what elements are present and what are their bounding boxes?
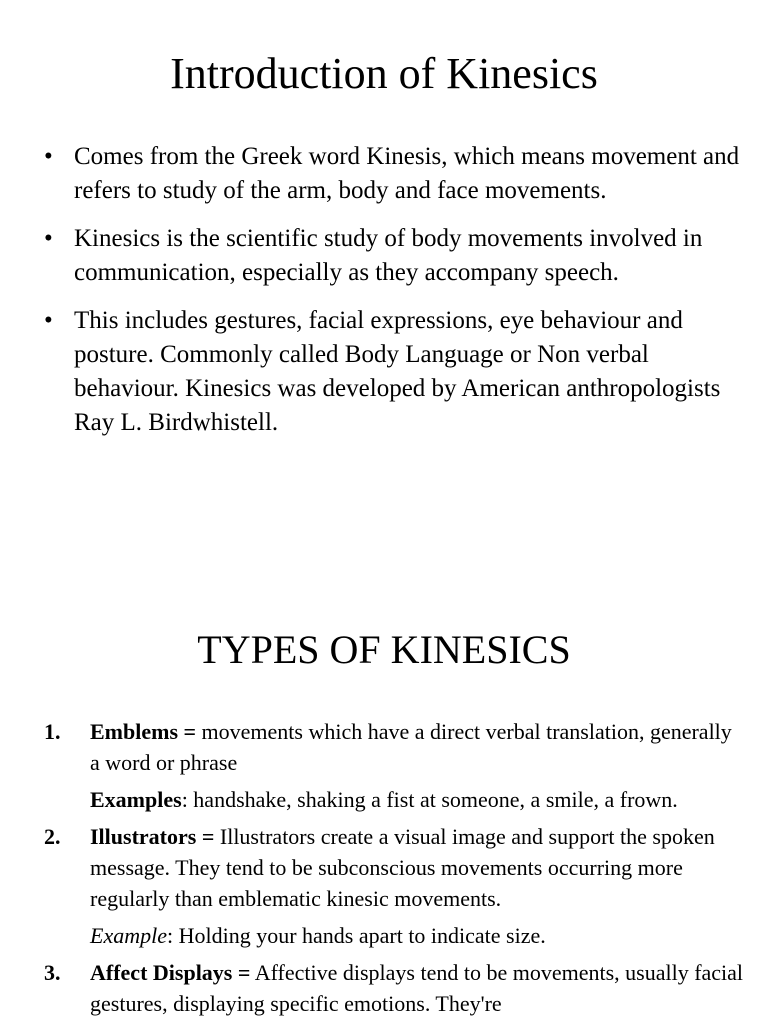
type-item-illustrators (44, 821, 744, 951)
type-name: Illustrators = (90, 824, 215, 849)
type-description: Affective displays tend to be movements, usually facial gestures, displaying specific emotions. They're (90, 960, 744, 1016)
type-item-affect-displays (44, 957, 744, 1019)
bullet-icon: • (44, 307, 53, 334)
type-item-emblems (44, 716, 744, 815)
type-description: Illustrators create a visual image and support the spoken message. They tend to be subconscious movements occurring more regularly than emblematic kinesic movements. (90, 824, 715, 911)
example-text: : Holding your hands apart to indicate size. (166, 923, 546, 948)
section-title: TYPES OF KINESICS (197, 627, 571, 672)
type-definition (90, 957, 744, 1019)
bullet-item (44, 222, 744, 290)
type-name: Affect Displays = (90, 960, 251, 985)
bullet-list (44, 140, 744, 454)
types-list (44, 716, 744, 1019)
bullet-icon: • (44, 143, 53, 170)
type-definition (90, 716, 744, 778)
bullet-item (44, 140, 744, 208)
bullet-text: Kinesics is the scientific study of body movements involved in communication, especially as they accompany speech. (74, 225, 703, 286)
slide-title: Introduction of Kinesics (170, 49, 598, 98)
bullet-icon: • (44, 225, 53, 252)
item-number: 2. (44, 824, 61, 849)
item-number: 3. (44, 960, 61, 985)
example-label: Examples (90, 787, 182, 812)
example-text: : handshake, shaking a fist at someone, a smile, a frown. (181, 787, 678, 812)
example-label: Example (90, 923, 167, 948)
type-name: Emblems = (90, 719, 197, 744)
type-example (90, 920, 744, 951)
item-number: 1. (44, 719, 61, 744)
bullet-item (44, 304, 744, 440)
bullet-text: This includes gestures, facial expressions, eye behaviour and posture. Commonly called Body Language or Non verbal behaviour. Kinesics was developed by American anthropologists Ray L. Birdwhistell. (74, 307, 721, 436)
type-definition (90, 821, 744, 914)
type-description: movements which have a direct verbal translation, generally a word or phrase (90, 719, 732, 775)
type-example (90, 784, 744, 815)
bullet-text: Comes from the Greek word Kinesis, which means movement and refers to study of the arm, body and face movements. (74, 143, 740, 204)
